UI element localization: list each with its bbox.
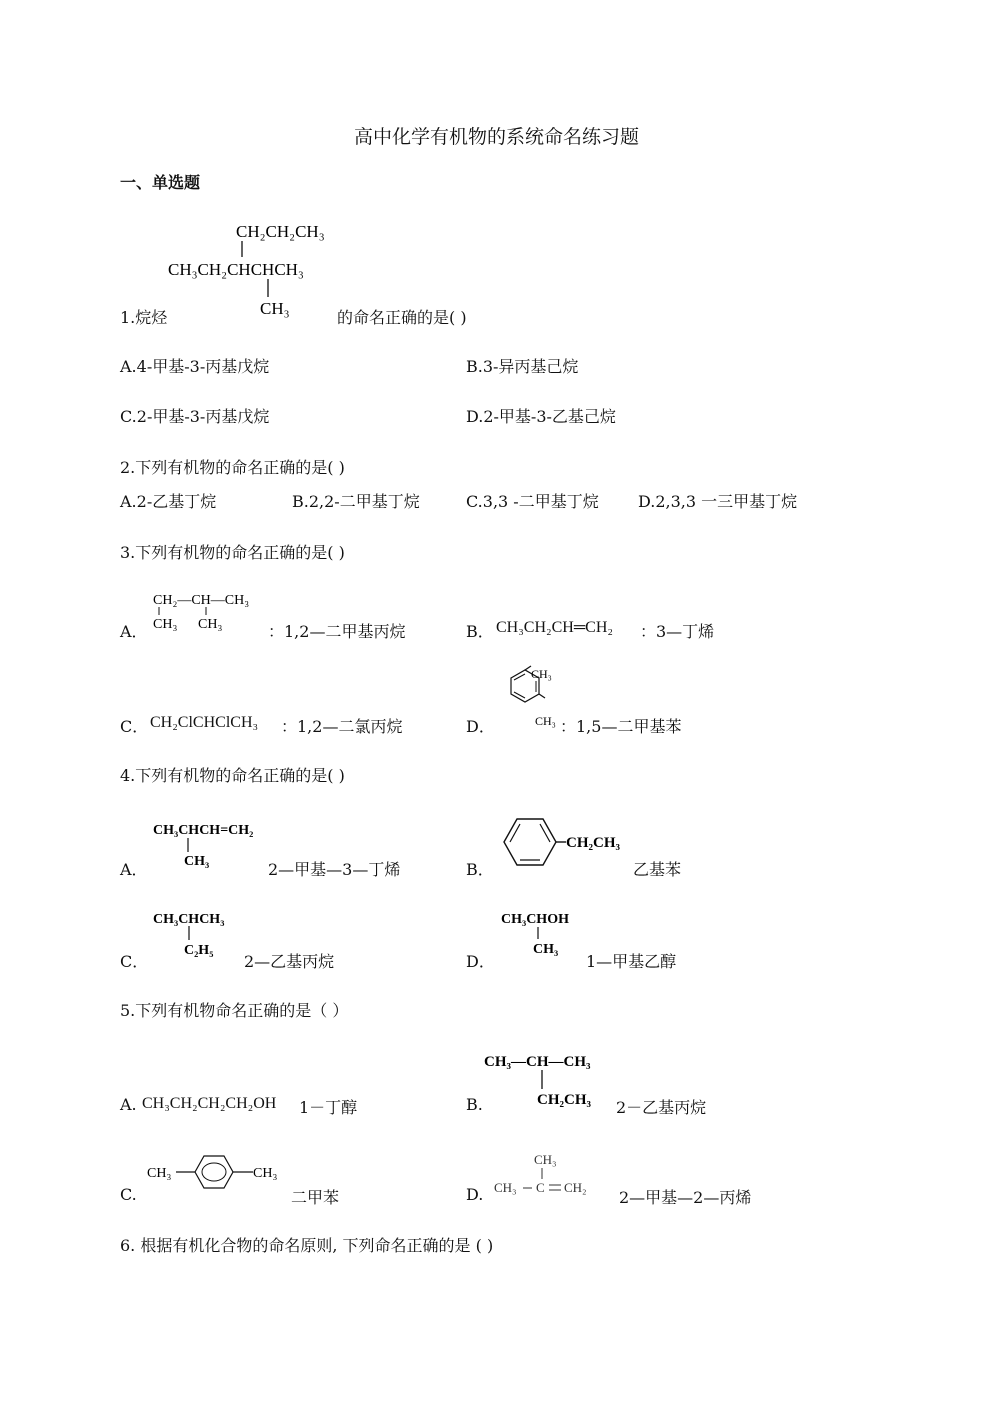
q5-d-left: CH₃: [494, 1180, 517, 1195]
q3-option-a-label[interactable]: A．: [120, 622, 148, 641]
q5-option-c-name: 二甲苯: [291, 1188, 340, 1207]
q4-option-d-name: 1—甲基乙醇: [586, 952, 677, 971]
page-title: 高中化学有机物的系统命名练习题: [353, 126, 639, 148]
q5-option-c-label[interactable]: C.: [120, 1185, 137, 1204]
q3-option-c-name: ：1,2—二氯丙烷: [281, 717, 403, 736]
q3-option-d-label[interactable]: D．: [466, 717, 495, 736]
q5-option-b-name: 2－乙基丙烷: [616, 1098, 707, 1117]
q4-option-c-label[interactable]: C．: [120, 952, 149, 971]
q3-d-sub2: CH₃: [535, 714, 556, 728]
q3-d-sub1: CH₃: [531, 667, 552, 681]
q5-option-b-label[interactable]: B.: [466, 1095, 483, 1114]
q1-structure: [160, 212, 360, 322]
q5-b-bottom: CH₂CH₃: [537, 1092, 591, 1108]
q1-option-d[interactable]: D.2-甲基-3-乙基己烷: [466, 407, 616, 426]
q1-stem-suffix: 的命名正确的是( ): [337, 308, 467, 327]
q4-d-bottom: CH₃: [533, 942, 559, 957]
q4-option-a-name: 2—甲基—3—丁烯: [268, 860, 401, 879]
q5-c-right: CH₃: [253, 1166, 278, 1181]
q3-option-b-label[interactable]: B．: [466, 622, 494, 641]
q5-d-structure: [492, 1148, 617, 1203]
q6-stem: 6. 根据有机化合物的命名原则, 下列命名正确的是 ( ): [120, 1236, 494, 1255]
q5-option-a-formula: CH₃CH₂CH₂CH₂OH: [142, 1095, 277, 1112]
q3-a-left: CH₃: [153, 617, 178, 632]
q5-d-top: CH₃: [534, 1152, 557, 1167]
q5-option-d-name: 2—甲基—2—丙烯: [619, 1188, 752, 1207]
q4-stem: 4.下列有机物的命名正确的是( ): [120, 766, 345, 785]
q3-option-c-label[interactable]: C．: [120, 717, 149, 736]
q4-b-sub: CH₂CH₃: [566, 835, 620, 851]
q5-d-right: CH₂: [564, 1180, 587, 1195]
q4-option-a-label[interactable]: A．: [120, 860, 148, 879]
q2-option-d[interactable]: D.2,3,3 一三甲基丁烷: [638, 492, 798, 511]
q4-option-b-label[interactable]: B．: [466, 860, 494, 879]
q3-option-a-name: ：1,2—二甲基丙烷: [268, 622, 406, 641]
q4-c-bottom: C₂H₅: [184, 943, 214, 958]
q5-c-xylene-icon: [145, 1152, 290, 1196]
q3-option-b-name: ：3—丁烯: [640, 622, 715, 641]
q4-a-bottom: CH₃: [184, 854, 210, 869]
q1-struct-main: CH₃CH₂CHCHCH₃: [168, 260, 304, 279]
q2-option-a[interactable]: A.2-乙基丁烷: [120, 492, 217, 511]
q2-option-b[interactable]: B.2,2-二甲基丁烷: [292, 492, 420, 511]
q1-option-b[interactable]: B.3-异丙基己烷: [466, 357, 579, 376]
q3-a-top: CH₂—CH—CH₃: [153, 593, 250, 608]
q4-c-top: CH₃CHCH₃: [153, 912, 225, 927]
q2-option-c[interactable]: C.3,3 -二甲基丁烷: [466, 492, 599, 511]
q3-a-structure: [150, 586, 270, 636]
q1-option-c[interactable]: C.2-甲基-3-丙基戊烷: [120, 407, 270, 426]
q3-a-right: CH₃: [198, 617, 223, 632]
q5-d-c: C: [536, 1180, 545, 1195]
q5-b-structure: [484, 1045, 624, 1115]
q5-stem: 5.下列有机物命名正确的是（ ）: [120, 1001, 349, 1020]
q3-stem: 3.下列有机物的命名正确的是( ): [120, 543, 345, 562]
q5-option-a-label[interactable]: A.: [120, 1095, 137, 1114]
q3-option-c-formula: CH₂ClCHClCH₃: [150, 714, 259, 731]
q5-b-top: CH₃—CH—CH₃: [484, 1054, 591, 1070]
q4-d-structure: [500, 906, 600, 966]
q3-option-b-formula: CH₃CH₂CH═CH₂: [496, 619, 613, 636]
q5-option-d-label[interactable]: D.: [466, 1185, 484, 1204]
q4-c-structure: [152, 906, 252, 966]
section-heading: 一、单选题: [120, 173, 201, 192]
q4-d-top: CH₃CHOH: [501, 912, 569, 927]
q4-a-top: CH₃CHCH=CH₂: [153, 823, 254, 838]
q4-b-benzene-icon: [500, 812, 640, 872]
q3-option-d-name: ：1,5—二甲基苯: [560, 717, 682, 736]
q4-option-b-name: 乙基苯: [633, 860, 682, 879]
q5-option-a-name: 1－丁醇: [299, 1098, 358, 1117]
q4-option-c-name: 2—乙基丙烷: [244, 952, 335, 971]
q2-stem: 2.下列有机物的命名正确的是( ): [120, 458, 345, 477]
q4-option-d-label[interactable]: D．: [466, 952, 495, 971]
q1-option-a[interactable]: A.4-甲基-3-丙基戊烷: [120, 357, 270, 376]
q1-struct-top: CH₂CH₂CH₃: [236, 222, 325, 241]
q5-c-left: CH₃: [147, 1166, 172, 1181]
q1-stem-prefix: 1.烷烃: [120, 308, 168, 327]
q1-struct-bottom: CH₃: [260, 299, 290, 318]
